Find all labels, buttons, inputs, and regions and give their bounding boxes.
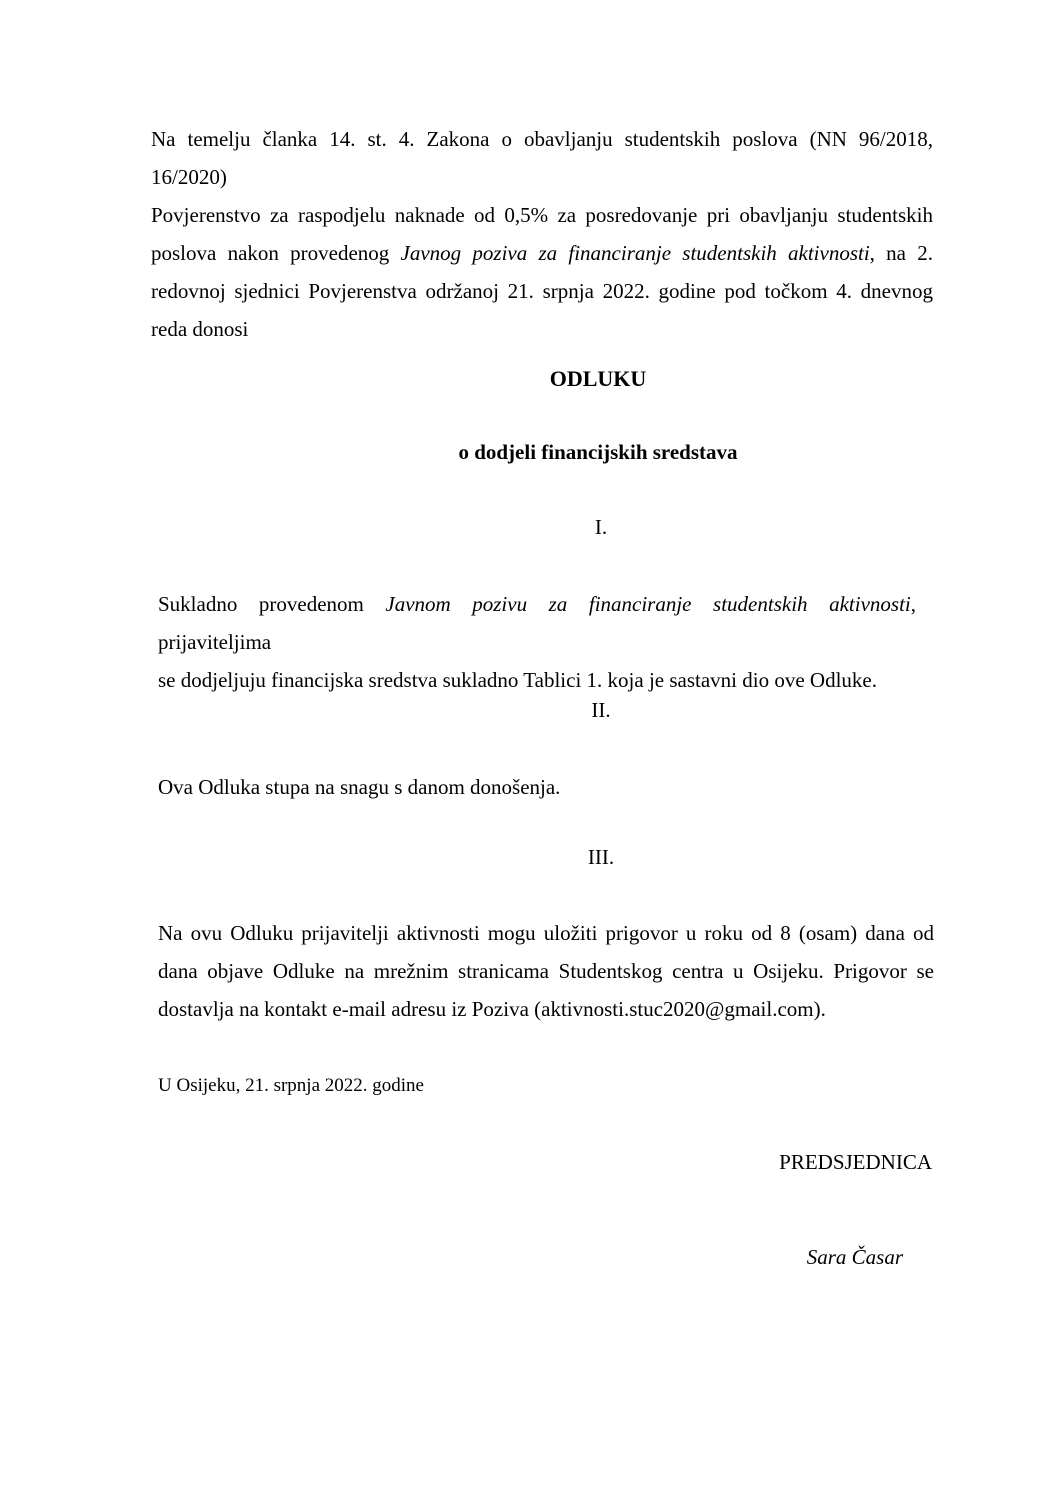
article-3-text [158, 914, 934, 1028]
intro-line-3-end: , na 2. [869, 241, 933, 265]
article-1-end: , prijaviteljima [158, 592, 916, 654]
article-1-line-1 [158, 585, 916, 661]
intro-line-3 [151, 234, 933, 272]
place-and-date: U Osijeku, 21. srpnja 2022. godine [158, 1075, 424, 1096]
intro-line-2: Povjerenstvo za raspodjelu naknade od 0,5% za posredovanje pri obavljanju studentskih [151, 203, 933, 227]
public-call-title: Javnog poziva za financiranje studentskih aktivnosti [400, 241, 870, 265]
article-1-text [158, 585, 916, 699]
intro-line-1: Na temelju članka 14. st. 4. Zakona o obavljanju studentskih poslova (NN 96/2018, 16/2020) [151, 127, 933, 189]
article-2-text: Ova Odluka stupa na snagu s danom donošenja. [158, 775, 561, 799]
intro-paragraph [151, 120, 933, 348]
article-number-3: III. [587, 845, 615, 869]
article-1-start: Sukladno provedenom [158, 592, 386, 616]
article-3-line-1: Na ovu Odluku prijavitelji aktivnosti mogu uložiti prigovor u roku od 8 (osam) dana od [158, 921, 934, 945]
document-subtitle: o dodjeli financijskih sredstava [458, 440, 738, 464]
article-number-2: II. [591, 698, 611, 722]
intro-line-5: reda donosi [151, 317, 249, 341]
intro-line-4: redovnoj sjednici Povjerenstva održanoj 21. srpnja 2022. godine pod točkom 4. dnevnog [151, 279, 933, 303]
signer-role: PREDSJEDNICA [779, 1150, 932, 1174]
article-3-line-2: dana objave Odluke na mrežnim stranicama Studentskog centra u Osijeku. Prigovor se [158, 959, 934, 983]
article-number-1: I. [594, 515, 608, 539]
intro-line-3-start: poslova nakon provedenog [151, 241, 401, 265]
article-1-public-call: Javnom pozivu za financiranje studentskih aktivnosti [385, 592, 911, 616]
article-1-line-2: se dodjeljuju financijska sredstva sukladno Tablici 1. koja je sastavni dio ove Odluke. [158, 668, 877, 692]
document-title: ODLUKU [549, 366, 647, 391]
article-3-line-3: dostavlja na kontakt e-mail adresu iz Poziva (aktivnosti.stuc2020@gmail.com). [158, 997, 826, 1021]
signer-name: Sara Časar [806, 1245, 903, 1269]
